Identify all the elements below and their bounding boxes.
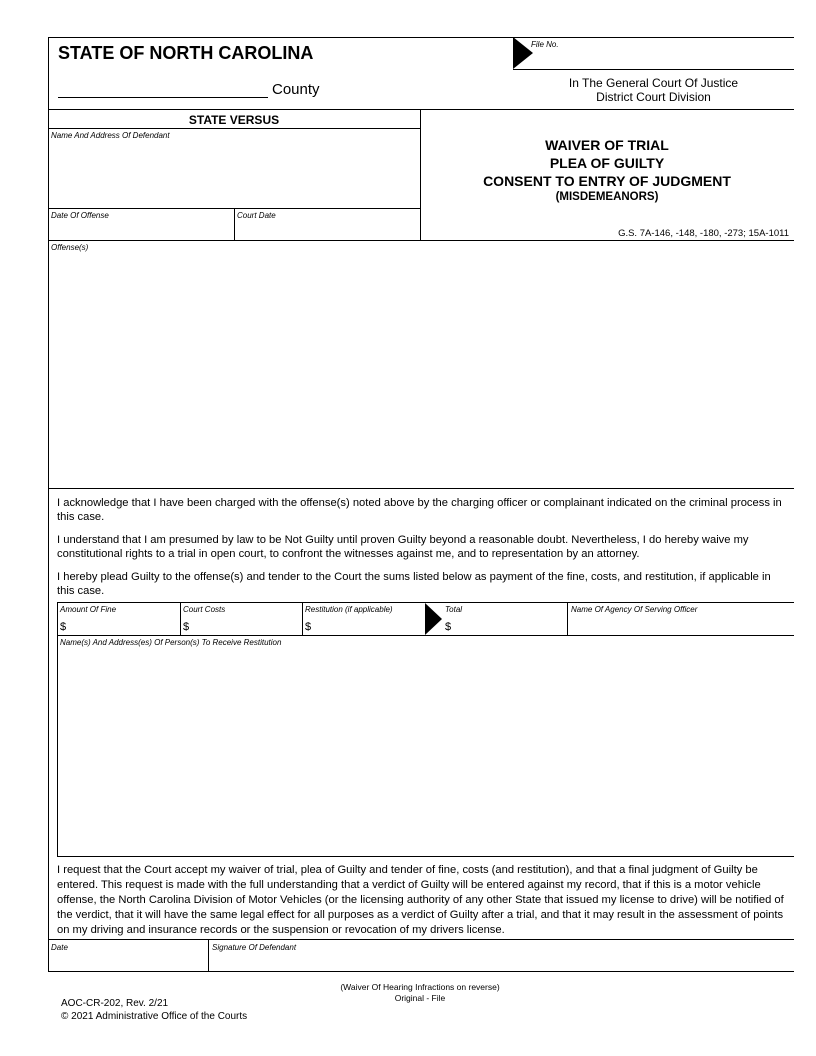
understand-paragraph: I understand that I am presumed by law to be Not Guilty until proven Guilty beyond a reasonable doubt. Nevertheless, I do hereby waive my constitutional rights to a trial in open court, to confront the witnesses against me, and to representation by an attorney. [57,534,749,560]
acknowledge-paragraph: I acknowledge that I have been charged with the offense(s) noted above by the charging officer or complainant indicated on the criminal process in this case. [57,497,782,523]
payment-col-divider-3 [567,602,568,635]
date-label: Date [51,943,68,952]
signature-box-top [48,939,794,940]
payment-col-divider-1 [180,602,181,635]
defendant-label: Name And Address Of Defendant [51,131,170,140]
restitution-label: Restitution (if applicable) [305,605,393,614]
total-currency: $ [445,621,452,633]
fine-field[interactable] [68,618,178,634]
restitution-box-bottom [57,856,794,857]
form-title-line-1: WAIVER OF TRIAL [545,137,669,153]
offenses-field[interactable] [50,254,792,486]
plead-paragraph: I hereby plead Guilty to the offense(s) and tender to the Court the sums listed below as payment of the fine, costs, and restitution, if applicable in this case. [57,571,771,597]
payment-box-left [57,602,58,856]
file-no-arrow-icon [513,37,533,69]
file-no-field[interactable] [535,50,790,68]
county-label: County [272,81,320,98]
offenses-label: Offense(s) [51,243,89,252]
payment-col-divider-2 [302,602,303,635]
fine-label: Amount Of Fine [60,605,117,614]
court-date-label: Court Date [237,211,276,220]
date-of-offense-field[interactable] [50,221,232,239]
date-field[interactable] [50,953,206,970]
left-border [48,37,49,972]
copyright: © 2021 Administrative Office of the Courts [61,1011,248,1022]
form-number: AOC-CR-202, Rev. 2/21 [61,998,169,1009]
file-no-label: File No. [531,40,559,49]
top-border [48,37,794,38]
payment-row-divider [57,635,794,636]
court-date-field[interactable] [236,221,418,239]
restitution-currency: $ [305,621,312,633]
date-court-divider [234,208,235,240]
agency-label: Name Of Agency Of Serving Officer [571,605,698,614]
total-field[interactable] [453,618,565,634]
header-divider [48,109,794,110]
statutes: G.S. 7A-146, -148, -180, -273; 15A-1011 [618,228,789,239]
costs-label: Court Costs [183,605,226,614]
fine-currency: $ [60,621,67,633]
form-title-line-2: PLEA OF GUILTY [549,155,665,171]
costs-currency: $ [183,621,190,633]
state-versus-heading: STATE VERSUS [188,113,280,127]
court-line-1: In The General Court Of Justice [568,76,739,90]
file-no-underline [513,69,794,70]
agency-field[interactable] [570,616,792,634]
county-underline [58,97,268,98]
court-name [513,76,794,104]
county-field[interactable] [58,78,268,97]
form-title-line-3: CONSENT TO ENTRY OF JUDGMENT [483,173,731,189]
state-title: STATE OF NORTH CAROLINA [58,43,314,63]
restitution-field[interactable] [313,618,423,634]
total-arrow-icon [425,603,442,635]
signature-box-bottom [48,971,794,972]
total-label: Total [445,605,463,614]
form-title [420,136,794,205]
court-line-2: District Court Division [596,90,711,104]
restitution-persons-field[interactable] [59,649,792,854]
defendant-field[interactable] [50,142,418,206]
offense-box-top [48,240,794,241]
request-paragraph: I request that the Court accept my waiver of trial, plea of Guilty and tender of fine, costs (and restitution), and that a final judgment of Guilty be entered. This request is made with the full understanding that a verdict of Guilty will be entered against my record, that if this is a motor vehicle offense, the North Carolina Division of Motor Vehicles (or the licensing authority of any other State that issued my license to drive) will be notified of the verdict, that it will have the same legal effect for all purposes as a verdict of Guilty after a trial, and that it may result in the assessment of points on my driving and insurance records or the suspension or revocation of my drivers license. [57,864,784,936]
signature-field[interactable] [211,953,792,970]
date-of-offense-label: Date Of Offense [51,211,109,220]
date-signature-divider [208,939,209,972]
state-versus-divider [48,128,420,129]
form-title-line-4: (MISDEMEANORS) [555,191,659,203]
signature-label: Signature Of Defendant [212,943,297,952]
footer-notes [270,982,570,1004]
costs-field[interactable] [191,618,300,634]
restitution-persons-label: Name(s) And Address(es) Of Person(s) To Receive Restitution [60,638,282,647]
reverse-note: (Waiver Of Hearing Infractions on reverse) [340,982,500,992]
copy-note: Original - File [394,993,446,1003]
offense-box-bottom [48,488,794,489]
